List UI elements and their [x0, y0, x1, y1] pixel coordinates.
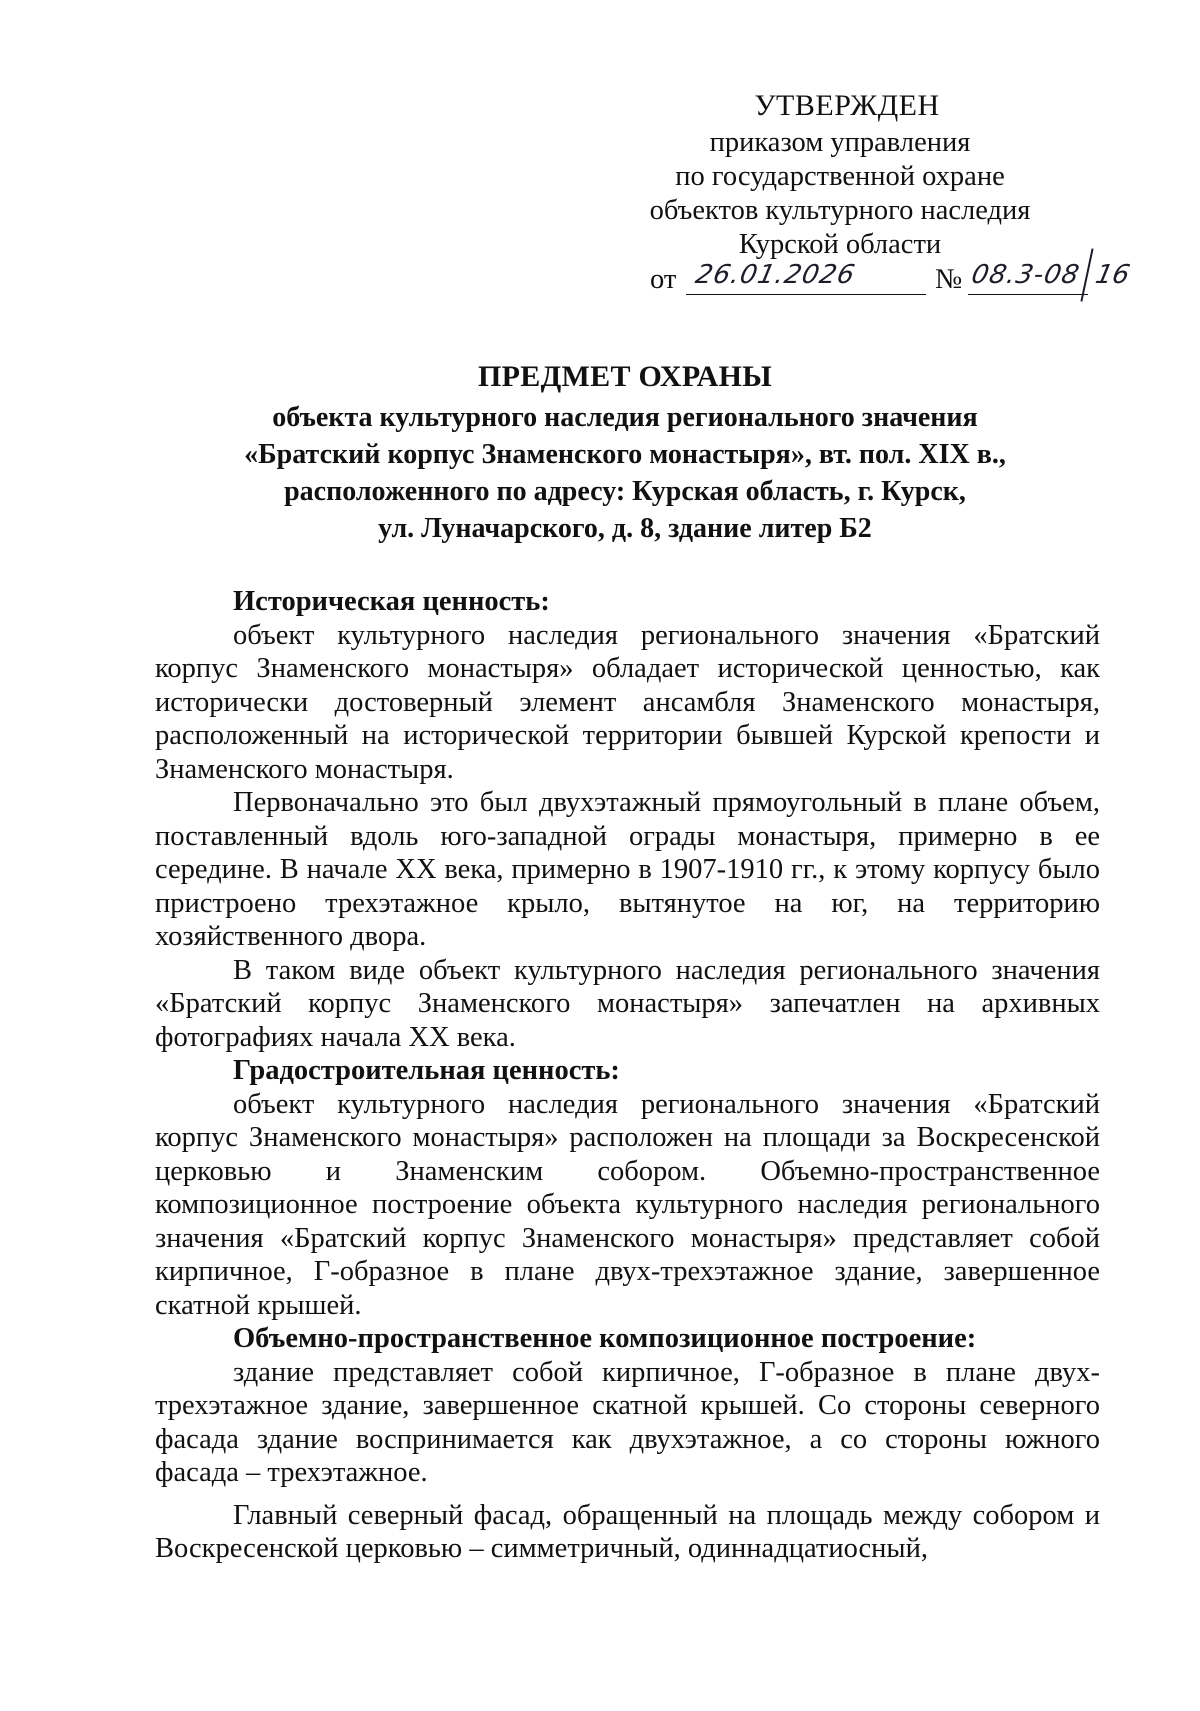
- handwritten-number: 08.3-08: [968, 260, 1083, 290]
- approval-line: объектов культурного наследия: [649, 195, 1031, 226]
- document-title-block: [120, 355, 1130, 547]
- approval-title: УТВЕРЖДЕН: [754, 89, 940, 122]
- title-line: ул. Луначарского, д. 8, здание литер Б2: [378, 513, 872, 544]
- paragraph: Главный северный фасад, обращенный на площадь между собором и Воскресенской церковью – симметричный, одиннадцатиосный,: [155, 1499, 1100, 1564]
- handwritten-date: 26.01.2026: [692, 260, 859, 290]
- paragraph: объект культурного наследия регионального значения «Братский корпус Знаменского монастыря» обладает исторической ценностью, как исторически достоверный элемент ансамбля Знаменского монастыря, расположенный на исторической территории бывшей Курской крепости и Знаменского монастыря.: [155, 619, 1100, 785]
- approval-block: [560, 86, 1120, 262]
- paragraph: Первоначально это был двухэтажный прямоугольный в плане объем, поставленный вдоль юго-западной ограды монастыря, примерно в ее середине. В начале XX века, примерно в 1907-1910 гг., к этому корпусу было пристроено трехэтажное крыло, вытянутое на юг, на территорию хозяйственного двора.: [155, 787, 1100, 952]
- document-title: ПРЕДМЕТ ОХРАНЫ: [478, 360, 772, 393]
- title-line: «Братский корпус Знаменского монастыря», вт. пол. XIX в.,: [244, 439, 1006, 470]
- number-label: №: [935, 264, 963, 295]
- title-line: расположенного по адресу: Курская область, г. Курск,: [284, 476, 966, 507]
- paragraph: В таком виде объект культурного наследия регионального значения «Братский корпус Знаменского монастыря» запечатлен на архивных фотографиях начала XX века.: [155, 954, 1100, 1053]
- handwritten-number-suffix: 16: [1092, 260, 1133, 290]
- section-heading-composition: Объемно-пространственное композиционное построение:: [233, 1323, 977, 1354]
- paragraph-gap: [155, 1490, 1100, 1499]
- approval-line: приказом управления: [709, 127, 971, 158]
- approval-line: по государственной охране: [675, 161, 1005, 192]
- document-body: [155, 585, 1100, 1566]
- paragraph: здание представляет собой кирпичное, Г-образное в плане двух-трехэтажное здание, завершенное скатной крышей. Со стороны северного фасада здание воспринимается как двухэтажное, а со стороны южного фасада – трехэтажное.: [155, 1356, 1100, 1488]
- section-heading-urban: Градостроительная ценность:: [233, 1055, 620, 1086]
- from-label: от: [650, 264, 677, 295]
- title-line: объекта культурного наследия регионального значения: [272, 402, 978, 433]
- approval-line: Курской области: [738, 229, 942, 260]
- paragraph: объект культурного наследия регионального значения «Братский корпус Знаменского монастыря» расположен на площади за Воскресенской церковью и Знаменским собором. Объемно-пространственное композиционное построение объекта культурного наследия регионального значения «Братский корпус Знаменского монастыря» представляет собой кирпичное, Г-образное в плане двух-трехэтажное здание, завершенное скатной крышей.: [155, 1088, 1100, 1321]
- order-date-number-row: [650, 260, 1133, 306]
- section-heading-historical: Историческая ценность:: [233, 586, 550, 617]
